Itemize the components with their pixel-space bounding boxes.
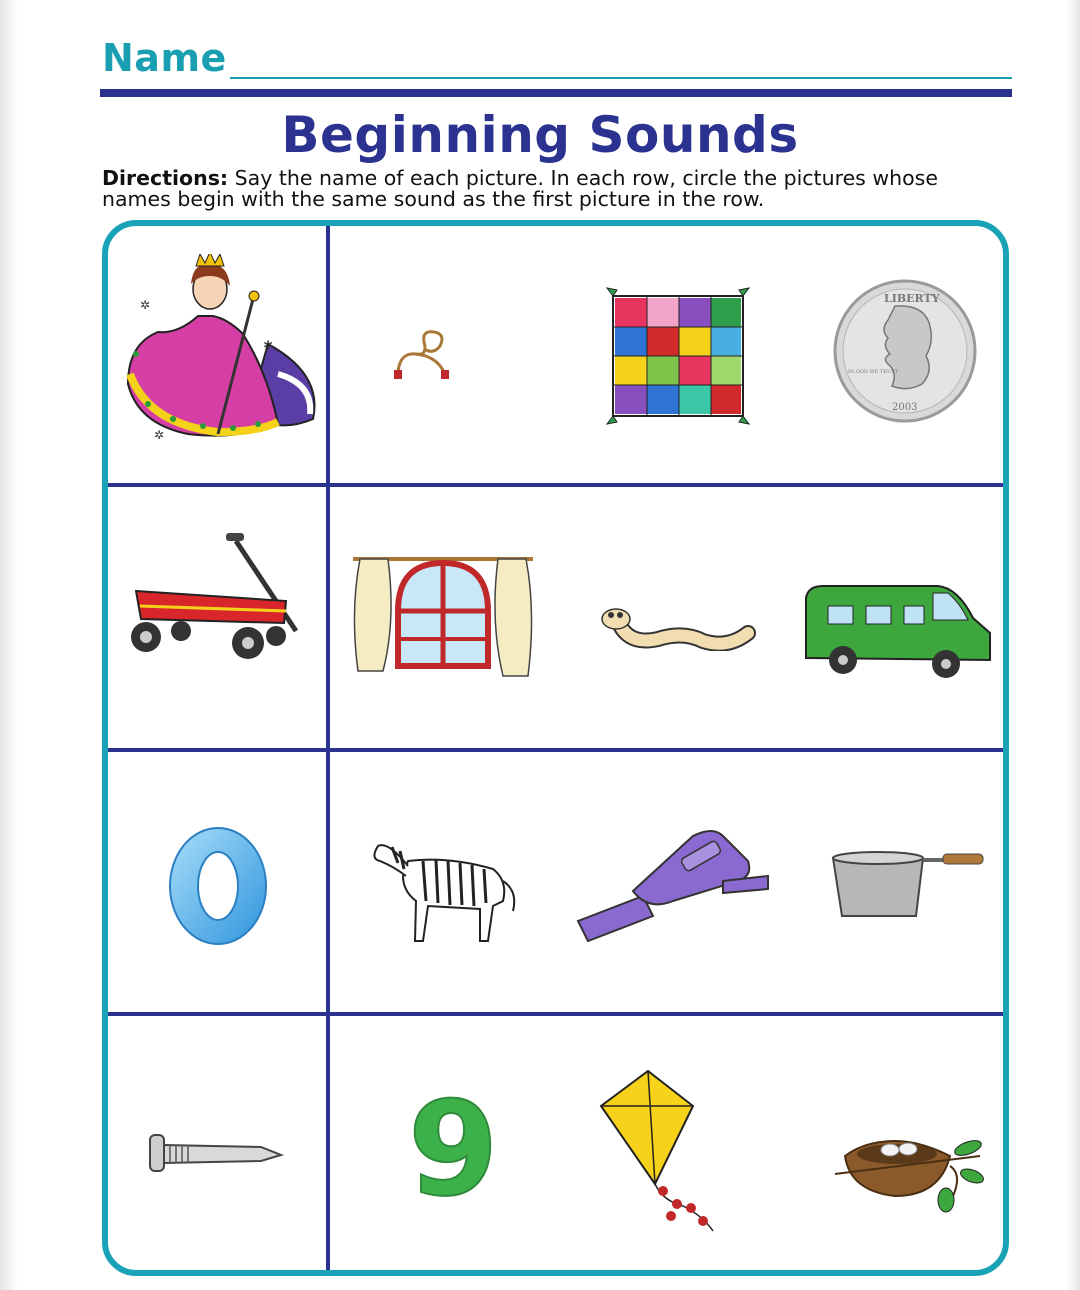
svg-text:✲: ✲ xyxy=(263,338,274,352)
name-field[interactable] xyxy=(102,36,1012,84)
zipper-icon[interactable] xyxy=(573,821,773,946)
row-divider xyxy=(108,1012,1003,1016)
zebra-icon[interactable] xyxy=(368,821,518,951)
directions-text: Say the name of each picture. In each row, circle the pictures whose names begin with the same sound as the first picture in the row. xyxy=(102,166,938,211)
nine-icon[interactable]: 9 xyxy=(408,1073,499,1225)
queen-icon[interactable] xyxy=(118,254,318,444)
nest-icon[interactable] xyxy=(830,1116,990,1216)
quarter-icon[interactable] xyxy=(830,276,980,426)
name-label: Name xyxy=(102,36,227,80)
page-edge-left xyxy=(0,0,18,1290)
header-rule xyxy=(100,89,1012,97)
rope-icon[interactable] xyxy=(388,322,458,382)
directions xyxy=(102,168,1002,210)
zero-icon[interactable] xyxy=(163,821,273,951)
kite-icon[interactable] xyxy=(593,1066,733,1236)
pan-icon[interactable] xyxy=(828,846,988,926)
coin-motto: IN GOD WE TRUST xyxy=(848,369,899,375)
window-icon[interactable] xyxy=(348,551,538,681)
quilt-icon[interactable] xyxy=(603,286,753,426)
coin-year: 2003 xyxy=(892,402,918,413)
row-divider xyxy=(108,748,1003,752)
row-divider xyxy=(108,483,1003,487)
worksheet-grid xyxy=(102,220,1009,1276)
wagon-icon[interactable] xyxy=(126,531,311,666)
nail-icon[interactable] xyxy=(146,1131,286,1181)
worm-icon[interactable] xyxy=(598,601,758,651)
page-title: Beginning Sounds xyxy=(281,106,799,164)
name-write-line[interactable] xyxy=(230,77,1012,79)
coin-top-text: LIBERTY xyxy=(884,292,940,305)
svg-text:✲: ✲ xyxy=(140,298,151,312)
van-icon[interactable] xyxy=(798,578,998,683)
directions-label: Directions: xyxy=(102,166,229,190)
svg-text:✲: ✲ xyxy=(154,428,165,442)
page-edge-right xyxy=(1066,0,1080,1290)
